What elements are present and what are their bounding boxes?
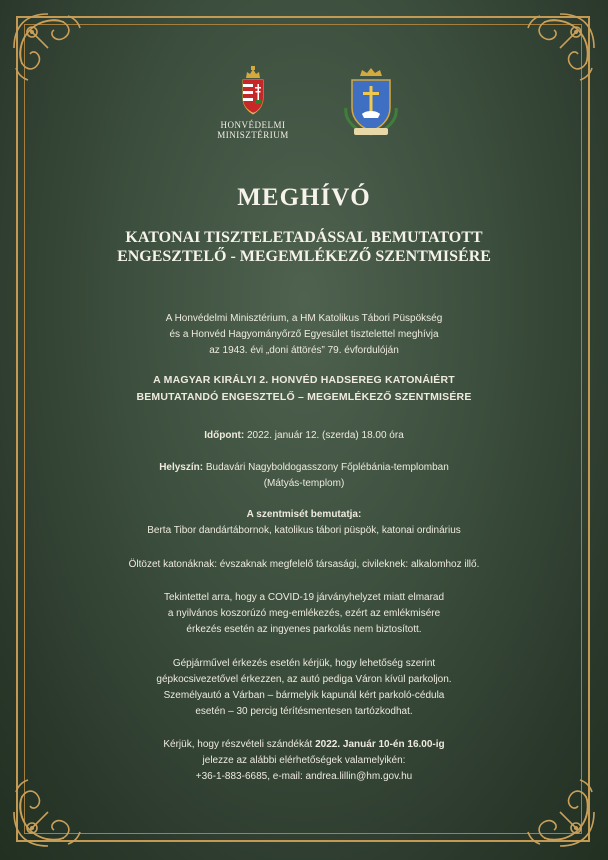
mass-heading-line: A MAGYAR KIRÁLYI 2. HONVÉD HADSEREG KATONÁIÉRT xyxy=(153,374,455,386)
episcopal-coat-of-arms-icon xyxy=(342,68,400,138)
subtitle-line: KATONAI TISZTELETADÁSSAL BEMUTATOTT xyxy=(125,229,483,246)
hungarian-coat-of-arms-icon xyxy=(238,66,268,116)
page-subtitle xyxy=(0,228,608,266)
hm-logo xyxy=(208,66,298,140)
celebrant-value: Berta Tibor dandártábornok, katolikus tábori püspök, katonai ordinárius xyxy=(147,525,461,536)
place-value: Budavári Nagyboldogasszony Főplébánia-templomban xyxy=(203,462,449,473)
parking-line: Személyautó a Várban – bármelyik kapunál kért parkoló-cédula xyxy=(163,690,445,701)
rsvp-contact[interactable]: +36-1-883-6685, e-mail: andrea.lillin@hm.gov.hu xyxy=(195,771,413,782)
dress-code: Öltözet katonáknak: évszaknak megfelelő társasági, civileknek: alkalomhoz illő. xyxy=(128,559,480,570)
parking-line: esetén – 30 percig térítésmentesen tartózkodhat. xyxy=(195,706,413,717)
mass-heading-line: BEMUTATANDÓ ENGESZTELŐ – MEGEMLÉKEZŐ SZENTMISÉRE xyxy=(136,391,472,403)
intro-line: és a Honvéd Hagyományőrző Egyesület tisztelettel meghívja xyxy=(169,329,439,340)
time-info xyxy=(0,428,608,444)
celebrant-label: A szentmisét bemutatja: xyxy=(246,509,362,520)
celebrant-info xyxy=(0,507,608,539)
covid-line: a nyilvános koszorúzó meg-emlékezés, ezért az emlékmisére xyxy=(167,608,441,619)
mass-heading xyxy=(0,372,608,406)
intro-paragraph xyxy=(0,311,608,359)
hm-logo-line1: HONVÉDELMI xyxy=(220,120,286,130)
rsvp-info xyxy=(0,737,608,785)
time-label: Időpont: xyxy=(204,430,245,441)
military-ordinariate-logo xyxy=(342,68,402,138)
intro-line: az 1943. évi „doni áttörés” 79. évfordulóján xyxy=(209,345,399,356)
rsvp-line2: jelezze az alábbi elérhetőségek valamelyikén: xyxy=(202,755,406,766)
hm-logo-line2: MINISZTÉRIUM xyxy=(217,130,289,140)
intro-line: A Honvédelmi Minisztérium, a HM Katolikus Tábori Püspökség xyxy=(165,313,443,324)
parking-notice xyxy=(0,656,608,720)
parking-line: gépkocsivezetővel érkezzen, az autó pediga Váron kívül parkoljon. xyxy=(156,674,452,685)
logo-row xyxy=(0,66,608,156)
place-info xyxy=(0,460,608,492)
page-title: MEGHÍVÓ xyxy=(237,184,371,211)
rsvp-deadline: 2022. Január 10-én 16.00-ig xyxy=(315,739,445,750)
covid-line: Tekintettel arra, hogy a COVID-19 járványhelyzet miatt elmarad xyxy=(163,592,445,603)
place-label: Helyszín: xyxy=(159,462,204,473)
rsvp-pre: Kérjük, hogy részvételi szándékát xyxy=(163,739,316,750)
place-line2: (Mátyás-templom) xyxy=(263,478,345,489)
covid-notice xyxy=(0,590,608,638)
time-value: 2022. január 12. (szerda) 18.00 óra xyxy=(244,430,404,441)
parking-line: Gépjárművel érkezés esetén kérjük, hogy lehetőség szerint xyxy=(172,658,436,669)
subtitle-line: ENGESZTELŐ - MEGEMLÉKEZŐ SZENTMISÉRE xyxy=(117,248,491,265)
covid-line: érkezés esetén az ingyenes parkolás nem biztosított. xyxy=(186,624,422,635)
